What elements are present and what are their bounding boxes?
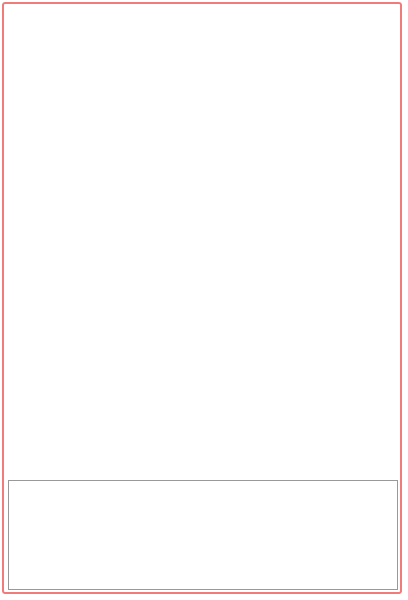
balance-chart	[8, 480, 398, 590]
balance-chart-svg	[9, 481, 397, 589]
